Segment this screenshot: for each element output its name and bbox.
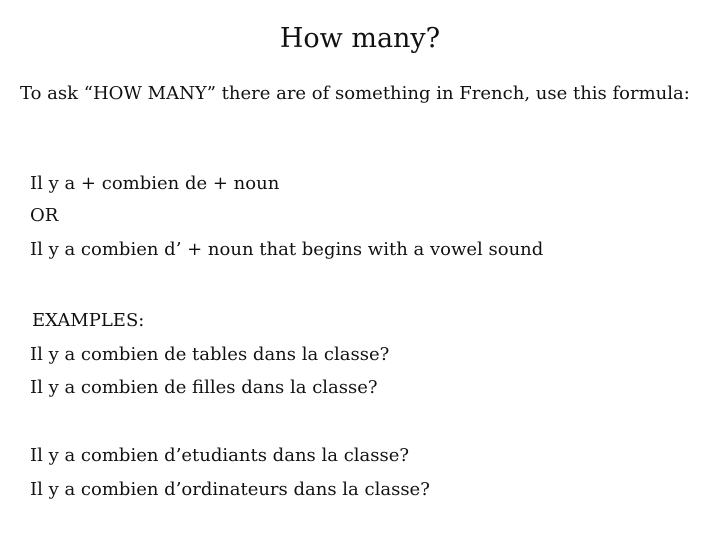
formula-line-d-apostrophe: Il y a combien d’ + noun that begins with a vowel sound xyxy=(30,239,544,260)
example-item: Il y a combien de tables dans la classe? xyxy=(30,344,390,365)
example-item: Il y a combien de filles dans la classe? xyxy=(30,377,378,398)
formula-or: OR xyxy=(30,205,59,226)
example-item: Il y a combien d’etudiants dans la classe? xyxy=(30,445,410,466)
example-item: Il y a combien d’ordinateurs dans la classe? xyxy=(30,479,430,500)
intro-text: To ask “HOW MANY” there are of something in French, use this formula: xyxy=(20,83,690,104)
formula-line-de: Il y a + combien de + noun xyxy=(30,173,280,194)
examples-heading: EXAMPLES: xyxy=(32,310,145,331)
page-title: How many? xyxy=(279,23,441,54)
